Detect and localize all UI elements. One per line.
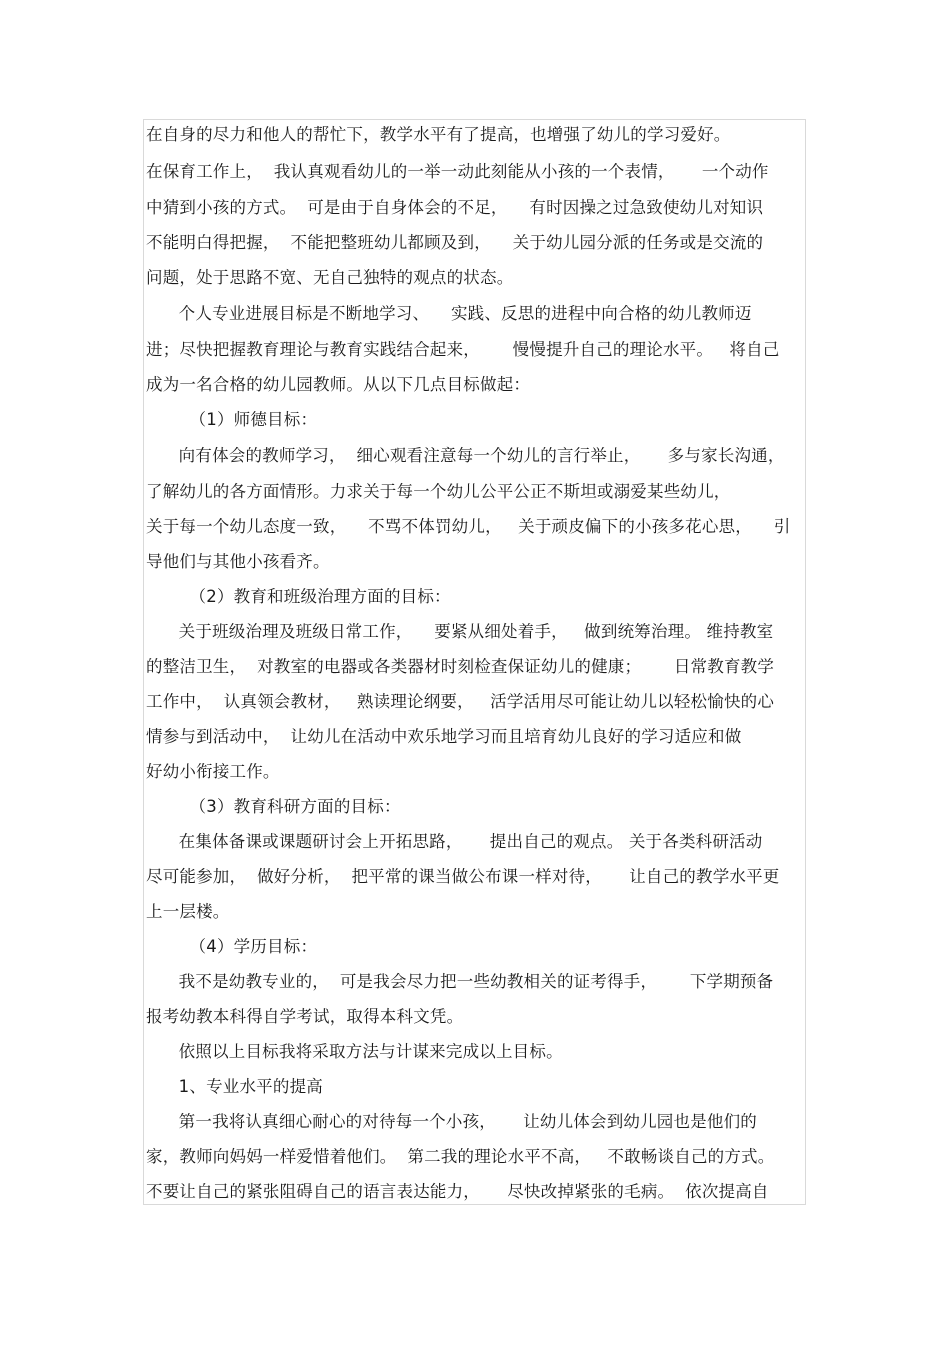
text-line: 报考幼教本科得自学考试，取得本科文凭。 — [146, 1007, 464, 1026]
text-line: 关于每一个幼儿态度一致， 不骂不体罚幼儿， 关于顽皮偏下的小孩多花心思， 引 — [146, 517, 791, 536]
text-line: 问题，处于思路不宽、无自己独特的观点的状态。 — [146, 268, 514, 287]
text-line: 成为一名合格的幼儿园教师。从以下几点目标做起： — [146, 375, 531, 394]
text-line: 关于班级治理及班级日常工作， 要紧从细处着手， 做到统筹治理。 维持教室 — [146, 622, 774, 641]
section-heading: （4）学历目标： — [146, 937, 318, 956]
text-line: 在保育工作上， 我认真观看幼儿的一举一动此刻能从小孩的一个表情， 一个动作 — [146, 162, 769, 181]
text-line: 尽可能参加， 做好分析， 把平常的课当做公布课一样对待， 让自己的教学水平更 — [146, 867, 780, 886]
section-heading: 1、专业水平的提高 — [146, 1077, 323, 1096]
text-line: 第一我将认真细心耐心的对待每一个小孩， 让幼儿体会到幼儿园也是他们的 — [146, 1112, 757, 1131]
text-line: 向有体会的教师学习， 细心观看注意每一个幼儿的言行举止， 多与家长沟通， — [146, 446, 785, 465]
text-line: 不能明白得把握， 不能把整班幼儿都顾及到， 关于幼儿园分派的任务或是交流的 — [146, 233, 764, 252]
text-line: 了解幼儿的各方面情形。力求关于每一个幼儿公平公正不斯坦或溺爱某些幼儿， — [146, 482, 731, 501]
text-line: 进；尽快把握教育理论与教育实践结合起来， 慢慢提升自己的理论水平。 将自己 — [146, 340, 780, 359]
text-line: 家，教师向妈妈一样爱惜着他们。 第二我的理论水平不高， 不敢畅谈自己的方式。 — [146, 1147, 775, 1166]
text-line: 在集体备课或课题研讨会上开拓思路， 提出自己的观点。 关于各类科研活动 — [146, 832, 763, 851]
text-line: 好幼小衔接工作。 — [146, 762, 280, 781]
text-line: 依照以上目标我将采取方法与计谋来完成以上目标。 — [146, 1042, 563, 1061]
text-line: 上一层楼。 — [146, 902, 230, 921]
document-page — [143, 119, 806, 1205]
text-line: 的整洁卫生， 对教室的电器或各类器材时刻检查保证幼儿的健康； 日常教育教学 — [146, 657, 775, 676]
text-line: 我不是幼教专业的， 可是我会尽力把一些幼教相关的证考得手， 下学期预备 — [146, 972, 774, 991]
text-line: 中猜到小孩的方式。 可是由于自身体会的不足， 有时因操之过急致使幼儿对知识 — [146, 198, 764, 217]
section-heading: （2）教育和班级治理方面的目标： — [146, 587, 451, 606]
text-line: 工作中， 认真领会教材， 熟读理论纲要， 活学活用尽可能让幼儿以轻松愉快的心 — [146, 692, 775, 711]
section-heading: （3）教育科研方面的目标： — [146, 797, 401, 816]
text-line: 导他们与其他小孩看齐。 — [146, 552, 330, 571]
text-line: 不要让自己的紧张阻碍自己的语言表达能力， 尽快改掉紧张的毛病。 依次提高自 — [146, 1182, 769, 1201]
text-line: 个人专业进展目标是不断地学习、 实践、反思的进程中向合格的幼儿教师迈 — [146, 304, 752, 323]
text-line: 在自身的尽力和他人的帮忙下，教学水平有了提高，也增强了幼儿的学习爱好。 — [146, 125, 731, 144]
text-line: 情参与到活动中， 让幼儿在活动中欢乐地学习而且培育幼儿良好的学习适应和做 — [146, 727, 742, 746]
section-heading: （1）师德目标： — [146, 410, 318, 429]
